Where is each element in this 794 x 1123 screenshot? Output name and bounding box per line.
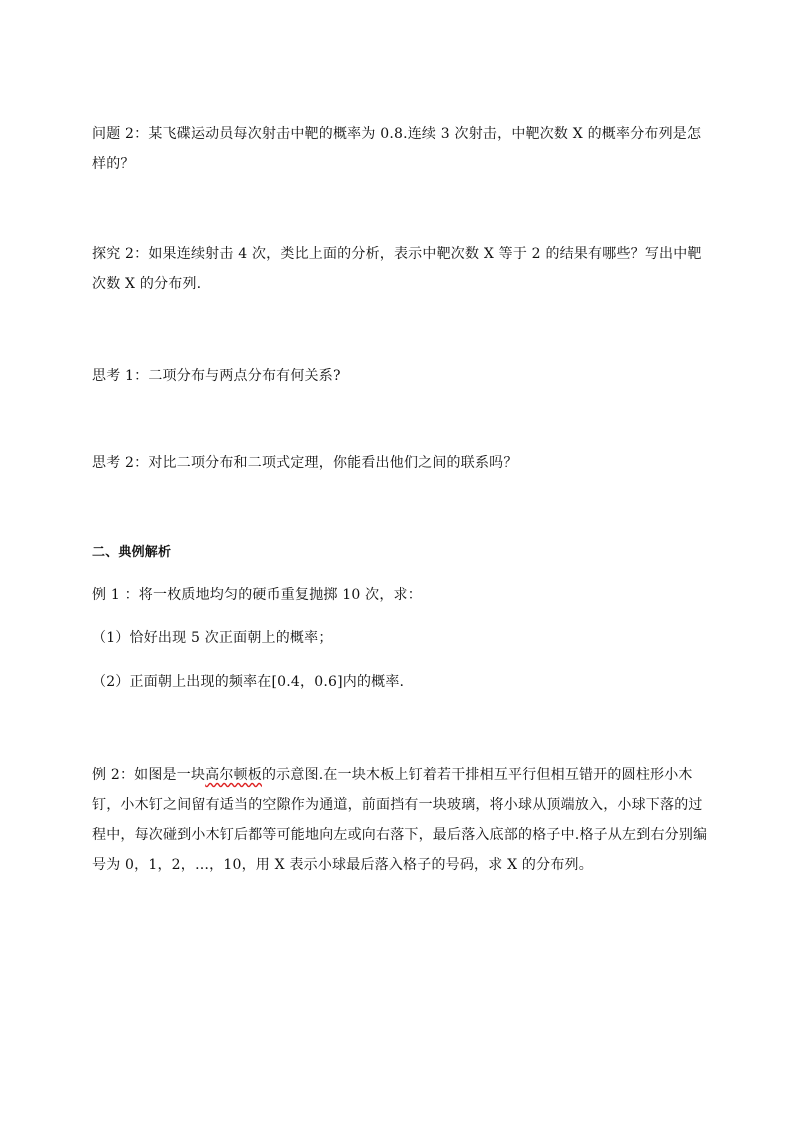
example-1-part-1: （1）恰好出现 5 次正面朝上的概率； [92, 630, 333, 646]
thinking-2: 思考 2：对比二项分布和二项式定理，你能看出他们之间的联系吗？ [92, 455, 518, 471]
exploration-2: 探究 2：如果连续射击 4 次，类比上面的分析，表示中靶次数 X 等于 2 的结果有哪些？写出中靶次数 X 的分布列. [92, 246, 702, 292]
thinking-1: 思考 1：二项分布与两点分布有何关系? [92, 368, 341, 384]
example-2-term-galton-board: 高尔顿板 [205, 767, 262, 783]
example-2 [92, 760, 708, 880]
example-2-prefix: 例 2：如图是一块 [92, 767, 206, 783]
example-1-part-2: （2）正面朝上出现的频率在[0.4，0.6]内的概率. [92, 674, 405, 690]
example-2-body: 的示意图.在一块木板上钉着若干排相互平行但相互错开的圆柱形小木钉，小木钉之间留有适当的空隙作为通道，前面挡有一块玻璃，将小球从顶端放入，小球下落的过程中，每次碰到小木钉后都等可能地向左或向右落下，最后落入底部的格子中.格子从左到右分别编号为 0，1，2，…，10，用 X 表示小球最后落入格子的号码，求 X 的分布列。 [92, 767, 708, 873]
question-2: 问题 2：某飞碟运动员每次射击中靶的概率为 0.8.连续 3 次射击，中靶次数 X 的概率分布列是怎样的？ [92, 126, 702, 172]
example-1-stem: 例 1 ：将一枚质地均匀的硬币重复抛掷 10 次，求： [92, 587, 422, 603]
section-title-typical-examples: 二、典例解析 [92, 545, 172, 560]
